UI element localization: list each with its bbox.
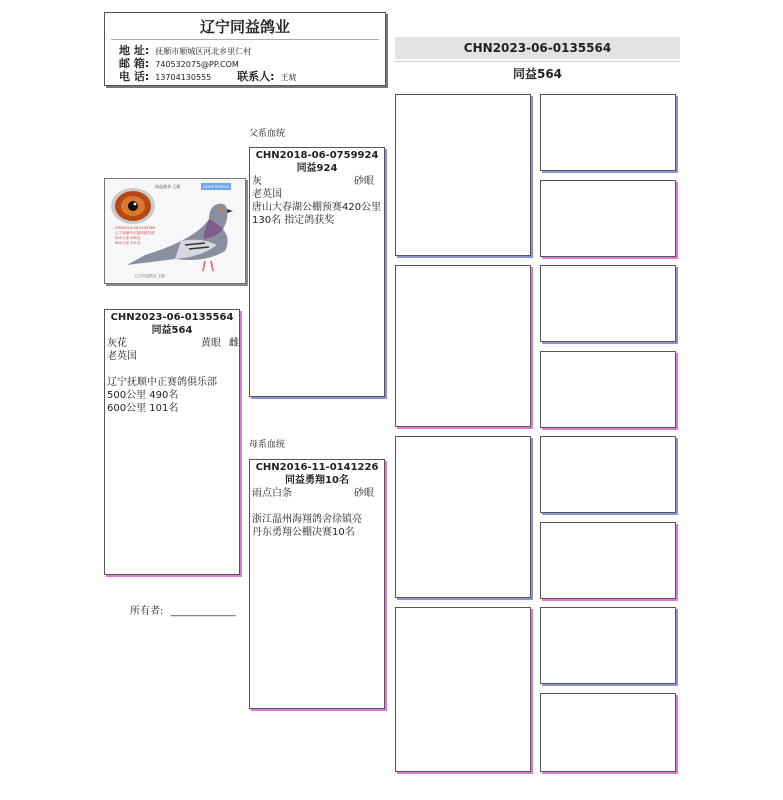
sire-eye: 砂眼	[354, 176, 374, 187]
great-grandparent-card-4	[540, 351, 676, 428]
dam-color: 雨点白条	[252, 488, 292, 499]
grandsire-paternal-card	[395, 94, 531, 256]
address-value: 抚顺市顺城区河北乡里仁村	[155, 47, 252, 56]
granddam-maternal-card	[395, 607, 531, 772]
address-row	[119, 44, 251, 58]
great-grandparent-card-2	[540, 180, 676, 257]
grandsire-maternal-card	[395, 436, 531, 598]
dam-note-2: 丹东勇翔公棚决赛10名	[252, 527, 355, 538]
great-grandparent-card-8	[540, 693, 676, 772]
sire-ring: CHN2018-06-0759924	[255, 150, 379, 161]
pigeon-photo-art	[105, 179, 243, 281]
address-label: 地 址:	[119, 44, 150, 57]
sire-color: 灰	[252, 176, 262, 187]
sire-name: 同益924	[296, 163, 338, 174]
photo-caption-ring: CHN2023-06-0135564	[115, 226, 156, 230]
owner-label: 所有者:	[130, 606, 164, 617]
photo-caption-result1: 500公里 490名	[115, 236, 141, 240]
kennel-name: 辽宁同益鸽业	[199, 18, 290, 36]
sire-section-label: 父系血统	[249, 129, 286, 139]
dam-note-1: 浙江温州海翔鸽舍徐镇亮	[252, 514, 362, 525]
great-grandparent-card-5	[540, 436, 676, 513]
sire-result-2: 130名 指定鸽获奖	[252, 215, 335, 226]
photo-footer: 辽宁同益鸽业 王琥	[135, 274, 165, 278]
phone-value: 13704130555	[155, 73, 212, 82]
great-grandparent-card-6	[540, 522, 676, 599]
sire-result-1: 唐山大春湖公棚预赛420公里	[252, 202, 382, 213]
great-grandparent-card-1	[540, 94, 676, 171]
contact-value: 王琥	[280, 73, 297, 82]
subject-lineage: 老英国	[107, 351, 137, 362]
owner-line	[130, 605, 236, 618]
sire-card	[249, 147, 385, 397]
dam-ring: CHN2016-11-0141226	[255, 462, 379, 473]
subject-result-1: 500公里 490名	[107, 390, 179, 401]
subject-card	[104, 309, 240, 575]
great-grandparent-card-7	[540, 607, 676, 684]
dam-card	[249, 459, 385, 709]
photo-caption-result2: 600公里 101名	[115, 241, 141, 245]
photo-badge: HOME PIGEON	[203, 185, 229, 189]
dam-section-label: 母系血统	[249, 440, 286, 450]
dam-name: 同益勇翔10名	[285, 475, 349, 486]
granddam-paternal-card	[395, 265, 531, 427]
sire-lineage: 老英国	[252, 189, 282, 200]
kennel-header-card	[104, 12, 386, 86]
pigeon-photo	[104, 178, 246, 284]
heading-underline	[395, 61, 680, 62]
contact-label: 联系人:	[237, 70, 275, 83]
email-label: 邮 箱:	[119, 57, 150, 70]
photo-caption-club: 辽宁抚顺中正赛鸽俱乐部	[115, 231, 155, 235]
dam-eye: 砂眼	[354, 488, 374, 499]
phone-row	[119, 70, 296, 84]
subject-name: 同益564	[151, 325, 193, 336]
subject-club: 辽宁抚顺中正赛鸽俱乐部	[107, 377, 217, 388]
subject-ring: CHN2023-06-0135564	[110, 312, 234, 323]
email-value: 740532075@PP.COM	[155, 60, 239, 69]
owner-blank: _____________	[170, 606, 236, 617]
subject-result-2: 600公里 101名	[107, 403, 179, 414]
photo-caption-header: 同益鸽业·王琥	[155, 184, 181, 189]
subject-ring-heading: CHN2023-06-0135564	[395, 37, 680, 59]
email-row	[119, 57, 239, 71]
subject-name-heading: 同益564	[512, 67, 563, 81]
subject-sex: 雌	[229, 338, 239, 349]
subject-color: 灰花	[107, 338, 127, 349]
great-grandparent-card-3	[540, 265, 676, 342]
subject-eye: 黄眼	[201, 338, 221, 349]
phone-label: 电 话:	[119, 70, 150, 83]
header-divider	[111, 39, 379, 40]
